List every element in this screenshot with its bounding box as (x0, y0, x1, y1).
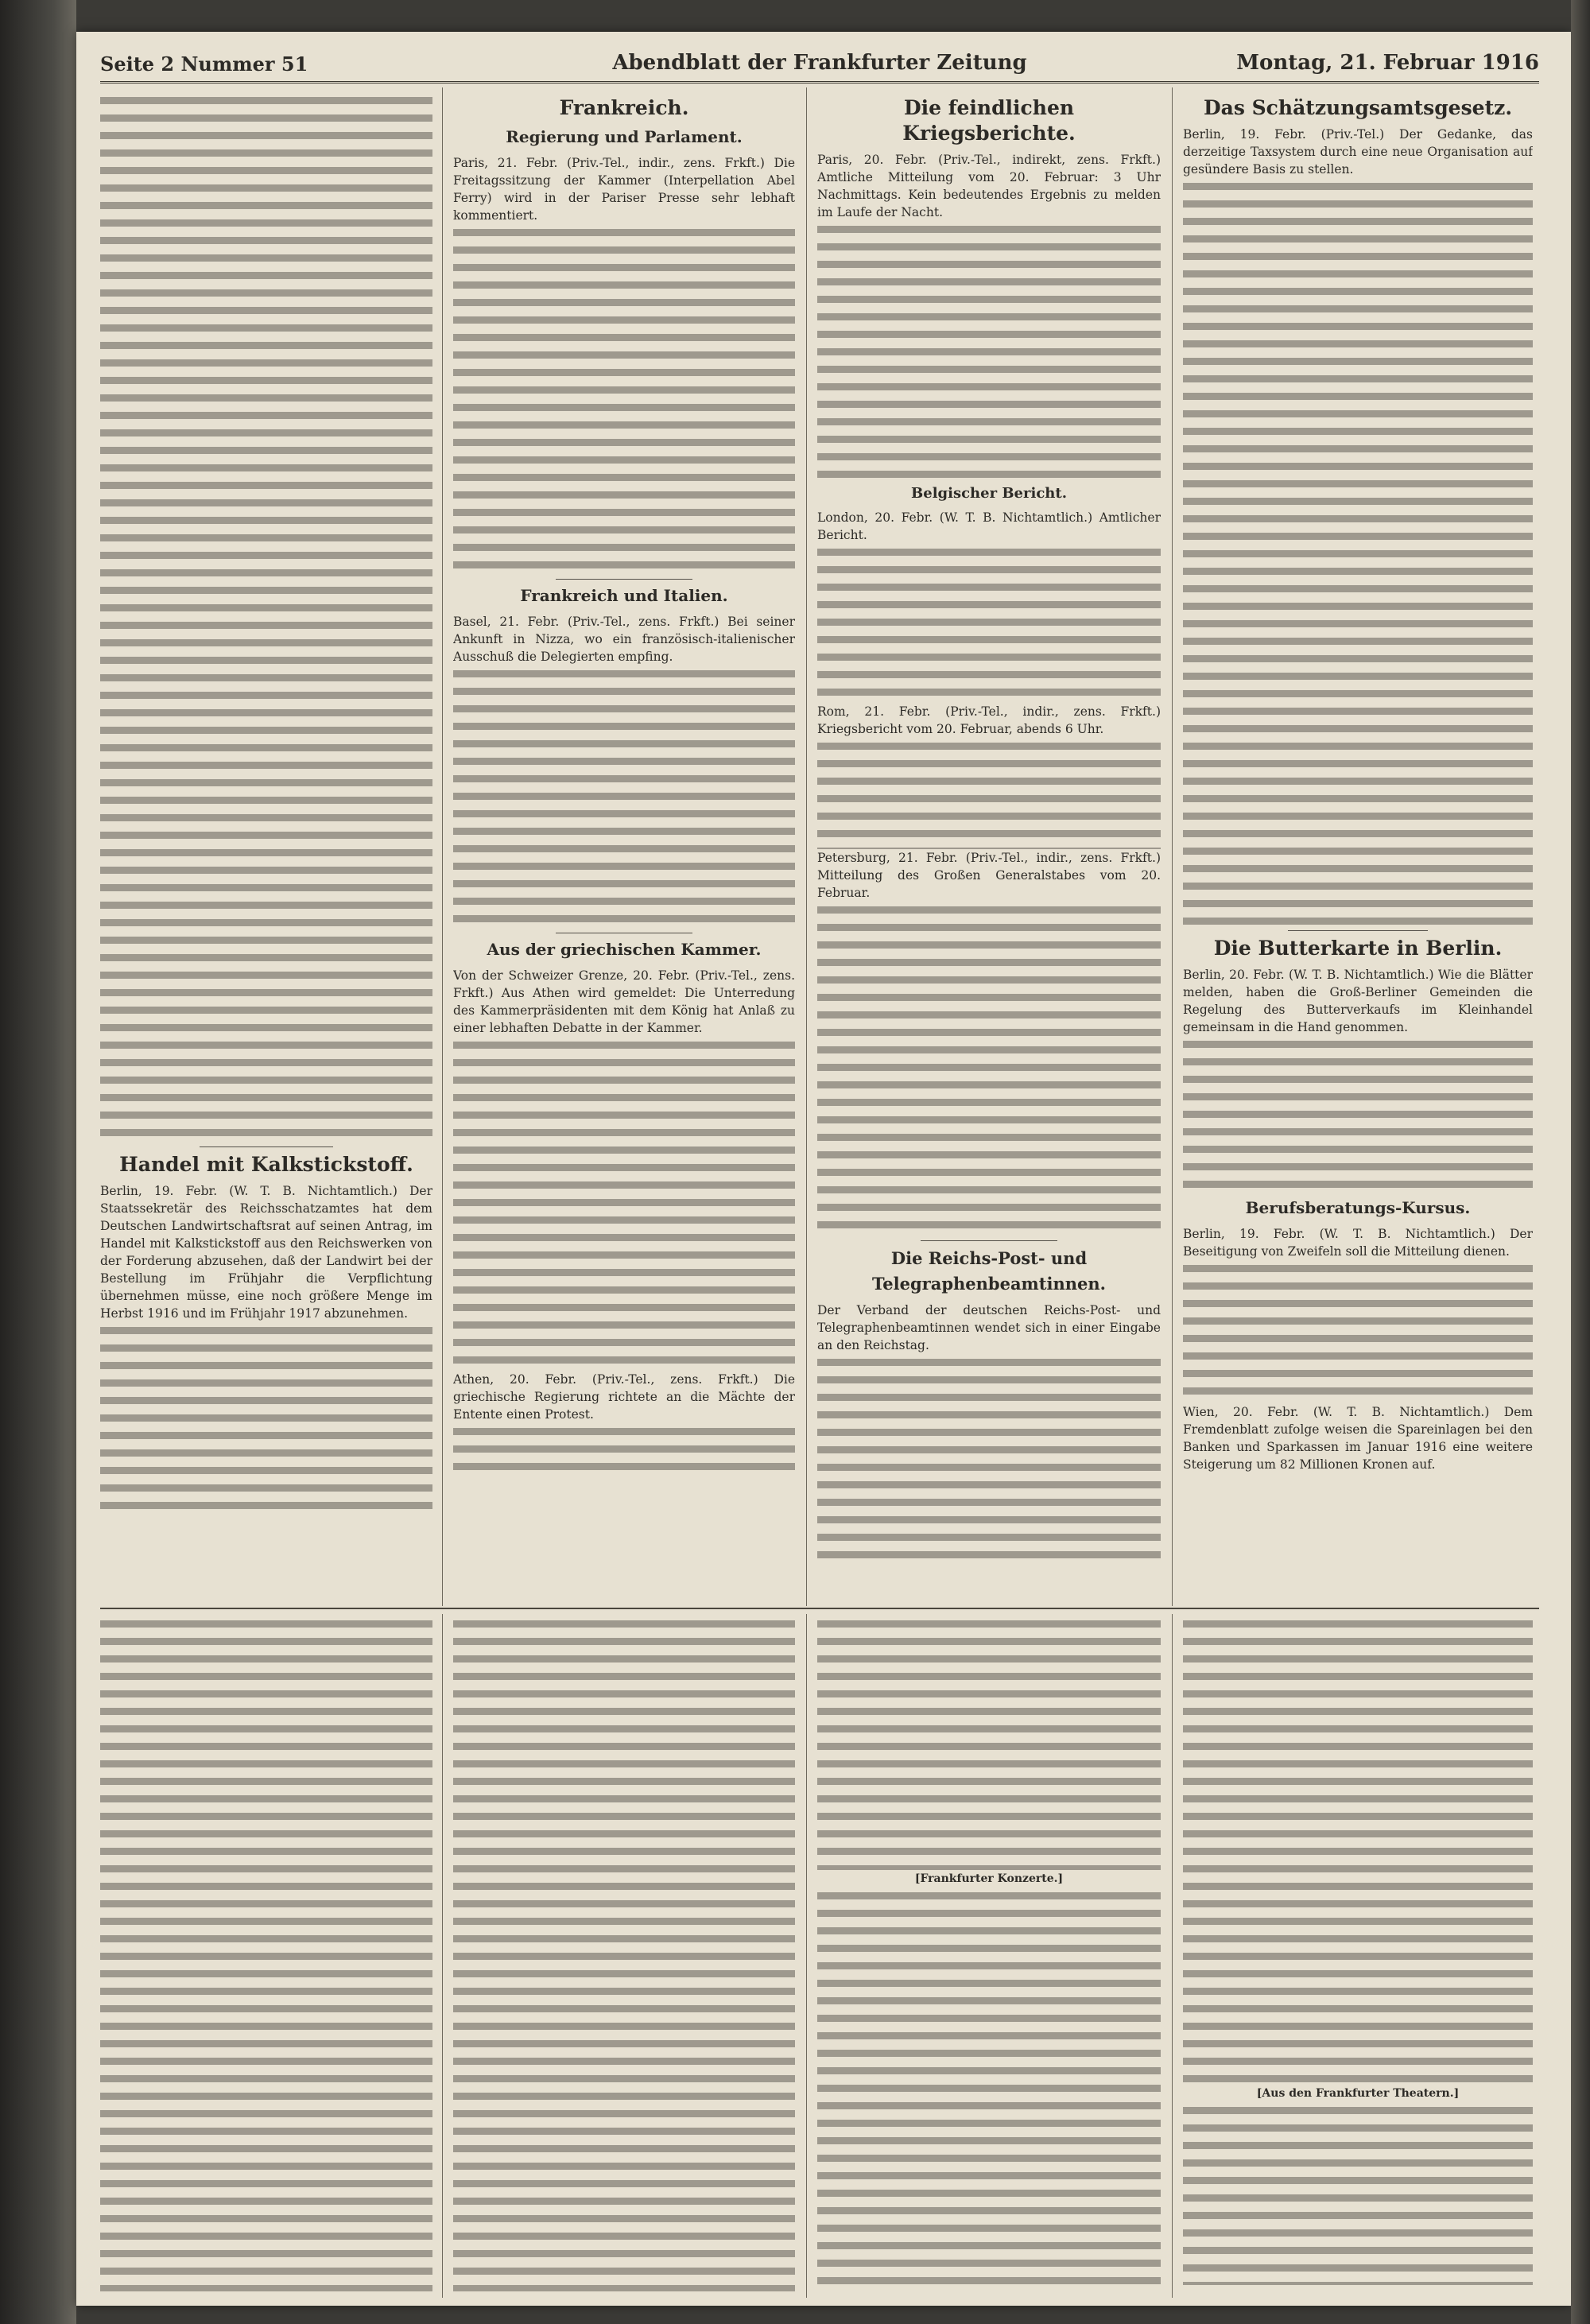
article-heading-postbeamtinnen: Die Reichs-Post- und Telegraphenbeamtinnen. (872, 1248, 1106, 1294)
article-text-block (1183, 178, 1533, 925)
article-column-1 (100, 92, 432, 1603)
article-lead: Paris, 21. Febr. (Priv.-Tel., indir., zens. Frkft.) Die Freitagssitzung der Kammer (Interpellation Abel Ferry) wird in der Pariser Presse sehr lebhaft kommentiert. (453, 156, 795, 223)
article-text-block (453, 665, 795, 928)
feuilleton-column-4 (1183, 1616, 1533, 2291)
article-lead: Rom, 21. Febr. (Priv.-Tel., indir., zens. Frkft.) Kriegsbericht vom 20. Februar, abends 6 Uhr. (817, 704, 1161, 736)
feuilleton-text-block (1183, 2102, 1533, 2285)
article-lead: Von der Schweizer Grenze, 20. Febr. (Priv.-Tel., zens. Frkft.) Aus Athen wird gemeldet: Die Unterredung des Kammerpräsidenten mit dem König hat Anlaß zu einer lebhaften Debatte in der Kammer. (453, 968, 795, 1035)
article-heading-butterkarte: Die Butterkarte in Berlin. (1213, 937, 1503, 960)
article-text-block (817, 738, 1161, 849)
feuilleton-subheading-theatern: [Aus den Frankfurter Theatern.] (1256, 2087, 1460, 2100)
feuilleton-subheading-konzerte: [Frankfurter Konzerte.] (914, 1872, 1064, 1885)
feuilleton-column-1 (100, 1616, 432, 2291)
article-text-block (100, 92, 432, 1142)
article-text-block (817, 221, 1161, 483)
article-lead: Berlin, 19. Febr. (Priv.-Tel.) Der Gedanke, das derzeitige Taxsystem durch eine neue Organisation auf gesündere Basis zu stellen. (1183, 127, 1533, 177)
article-text-block (453, 1037, 795, 1371)
article-lead: London, 20. Febr. (W. T. B. Nichtamtlich.) Amtlicher Bericht. (817, 510, 1161, 542)
column-rule (442, 1614, 443, 2298)
newspaper-page (76, 32, 1571, 2306)
article-text-block (817, 1354, 1161, 1561)
feuilleton-text-block (100, 1616, 432, 2291)
article-heading-kriegsberichte: Die feindlichen Kriegsberichte. (902, 96, 1076, 145)
issue-date: Montag, 21. Februar 1916 (1236, 51, 1539, 75)
page-number: Seite 2 Nummer 51 (100, 52, 308, 76)
article-lead: Basel, 21. Febr. (Priv.-Tel., zens. Frkft.) Bei seiner Ankunft in Nizza, wo ein französisch-italienischer Ausschuß die Delegierten empfing. (453, 615, 795, 664)
subheading-griechische-kammer: Aus der griechischen Kammer. (487, 940, 762, 959)
article-lead: Petersburg, 21. Febr. (Priv.-Tel., indir., zens. Frkft.) Mitteilung des Großen Generalstabes vom 20. Februar. (817, 851, 1161, 900)
column-rule (1172, 1614, 1173, 2298)
article-lead: Berlin, 20. Febr. (W. T. B. Nichtamtlich.) Wie die Blätter melden, haben die Groß-Berliner Gemeinden die Regelung des Butterverkaufs im Kleinhandel gemeinsam in die Hand genommen. (1183, 968, 1533, 1034)
article-text-block (1183, 1036, 1533, 1195)
article-lead: Berlin, 19. Febr. (W. T. B. Nichtamtlich.) Der Beseitigung von Zweifeln soll die Mitteilung dienen. (1183, 1227, 1533, 1259)
article-text-block (817, 902, 1161, 1236)
article-lead: Athen, 20. Febr. (Priv.-Tel., zens. Frkft.) Die griechische Regierung richtete an die Mächte der Entente einen Protest. (453, 1372, 795, 1422)
feuilleton-column-3 (817, 1616, 1161, 2291)
article-heading-frankreich: Frankreich. (559, 96, 689, 119)
column-rule (1172, 87, 1173, 1606)
newspaper-title: Abendblatt der Frankfurter Zeitung (612, 51, 1027, 75)
subheading-belgischer-bericht: Belgischer Bericht. (911, 485, 1067, 502)
article-text-block (453, 224, 795, 574)
article-column-2 (453, 92, 795, 1603)
page-edge (1571, 0, 1590, 2324)
article-lead: Wien, 20. Febr. (W. T. B. Nichtamtlich.) Dem Fremdenblatt zufolge weisen die Spareinlagen bei den Banken und Sparkassen im Januar 1916 eine weitere Steigerung um 82 Millionen Kronen auf. (1183, 1405, 1533, 1472)
subheading-berufsberatung: Berufsberatungs-Kursus. (1245, 1198, 1471, 1217)
subheading-italien: Frankreich und Italien. (520, 586, 728, 605)
column-rule (806, 1614, 807, 2298)
separator (200, 1146, 332, 1147)
article-lead: Paris, 20. Febr. (Priv.-Tel., indirekt, zens. Frkft.) Amtliche Mitteilung vom 20. Februar: 3 Uhr Nachmittags. Kein bedeutendes Ergebnis zu melden im Laufe der Nacht. (817, 153, 1161, 219)
feuilleton-rule (100, 1608, 1539, 1609)
article-column-3 (817, 92, 1161, 1603)
article-column-4 (1183, 92, 1533, 1603)
feuilleton-text-block (817, 1616, 1161, 1870)
article-text-block (817, 544, 1161, 703)
feuilleton-column-2 (453, 1616, 795, 2291)
separator (556, 579, 692, 580)
article-lead: Der Verband der deutschen Reichs-Post- und Telegraphenbeamtinnen wendet sich in einer Eingabe an den Reichstag. (817, 1303, 1161, 1352)
article-lead: Berlin, 19. Febr. (W. T. B. Nichtamtlich.) Der Staatssekretär des Reichsschatzamtes hat dem Deutschen Landwirtschaftsrat auf seinen Antrag, im Handel mit Kalkstickstoff aus den Reichswerken von der Forderung abzusehen, daß der Landwirt bei der Bestellung im Frühjahr die Verpflichtung übernehmen müsse, eine noch größere Menge im Herbst 1916 und im Frühjahr 1917 abzunehmen. (100, 1184, 432, 1321)
feuilleton-text-block (817, 1888, 1161, 2285)
article-text-block (100, 1322, 432, 1513)
separator (1288, 930, 1428, 931)
subheading-regierung: Regierung und Parlament. (506, 127, 743, 146)
article-heading-schaetzungsamt: Das Schätzungsamtsgesetz. (1203, 96, 1513, 119)
column-rule (806, 87, 807, 1606)
separator (921, 1240, 1058, 1241)
book-spine (0, 0, 76, 2324)
article-heading-kalkstickstoff: Handel mit Kalkstickstoff. (119, 1153, 413, 1176)
feuilleton-text-block (453, 1616, 795, 2291)
masthead (100, 46, 1539, 83)
article-text-block (1183, 1260, 1533, 1403)
feuilleton-text-block (1183, 1616, 1533, 2085)
article-text-block (453, 1423, 795, 1471)
column-rule (442, 87, 443, 1606)
